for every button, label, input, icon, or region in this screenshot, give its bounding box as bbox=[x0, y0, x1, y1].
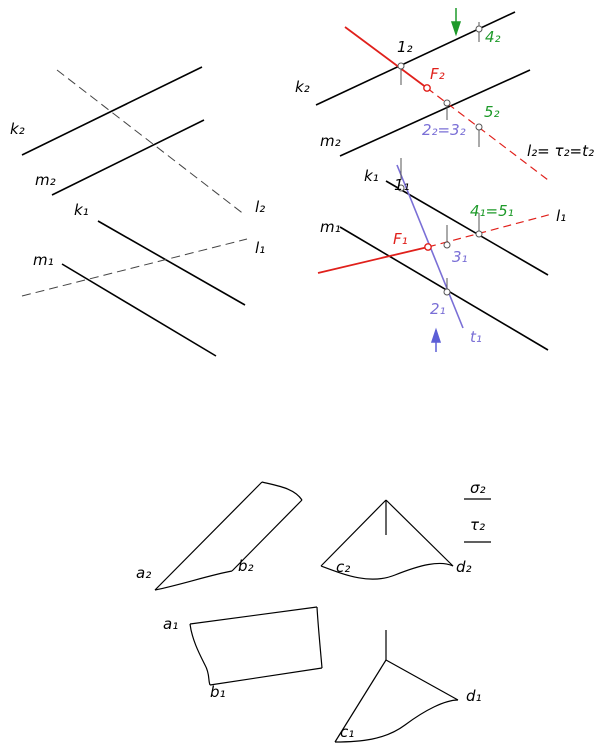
label-41-51: 4₁=5₁ bbox=[470, 202, 514, 220]
curve-right-1 bbox=[317, 607, 322, 668]
label-a1: a₁ bbox=[163, 615, 179, 633]
label-m2-left: m₂ bbox=[35, 171, 56, 189]
line-m2-left bbox=[52, 120, 204, 195]
label-t1: t₁ bbox=[470, 328, 482, 346]
label-2-1: 2₁ bbox=[430, 300, 446, 318]
left-diagram bbox=[22, 67, 247, 356]
label-4-2: 4₂ bbox=[485, 28, 501, 46]
label-m1-right: m₁ bbox=[320, 218, 341, 236]
label-m1-left: m₁ bbox=[33, 251, 54, 269]
label-F2: F₂ bbox=[430, 65, 445, 83]
line-k1-left bbox=[98, 221, 245, 305]
point-5-2 bbox=[476, 124, 482, 130]
curve-bottom-2 bbox=[155, 571, 232, 590]
point-2-2 bbox=[444, 100, 450, 106]
bottom-figures bbox=[155, 482, 491, 742]
label-k2-right: k₂ bbox=[295, 78, 310, 96]
point-F2 bbox=[424, 85, 430, 91]
label-d2: d₂ bbox=[456, 558, 472, 576]
label-l1-left: l₁ bbox=[255, 239, 266, 257]
line-l2-red-solid bbox=[345, 27, 427, 88]
label-b2: b₂ bbox=[238, 557, 254, 575]
label-l2-left: l₂ bbox=[255, 198, 266, 216]
edge-d2-apex bbox=[386, 500, 453, 566]
label-d1: d₁ bbox=[466, 687, 482, 705]
point-41 bbox=[476, 231, 482, 237]
label-k1-left: k₁ bbox=[74, 201, 89, 219]
label-k2-left: k₂ bbox=[10, 120, 25, 138]
label-3-1: 3₁ bbox=[452, 248, 468, 266]
edge-b1 bbox=[210, 668, 322, 685]
label-l2-tau-t2: l₂= τ₂=t₂ bbox=[527, 142, 595, 160]
line-k2-left bbox=[22, 67, 202, 155]
point-1-2 bbox=[398, 63, 404, 69]
point-3-1 bbox=[444, 242, 450, 248]
label-1-1: 1₁ bbox=[394, 176, 410, 194]
line-m1-left bbox=[62, 264, 216, 356]
label-c1: c₁ bbox=[340, 723, 355, 741]
label-l1-right: l₁ bbox=[556, 207, 567, 225]
curve-top-2 bbox=[262, 482, 302, 500]
point-4-2 bbox=[476, 26, 482, 32]
label-1-2: 1₂ bbox=[397, 38, 413, 56]
label-sigma2: σ₂ bbox=[470, 479, 486, 497]
label-a2: a₂ bbox=[136, 564, 152, 582]
label-F1: F₁ bbox=[393, 230, 408, 248]
arrow-up-icon-blue bbox=[432, 330, 440, 352]
label-tau2: τ₂ bbox=[470, 516, 486, 534]
edge-a1 bbox=[190, 607, 317, 624]
edge-c2-apex bbox=[321, 500, 386, 566]
label-2-3-2: 2₂=3₂ bbox=[422, 121, 466, 139]
label-c2: c₂ bbox=[336, 558, 351, 576]
arrow-down-icon-green bbox=[452, 8, 460, 34]
label-m2-right: m₂ bbox=[320, 132, 341, 150]
point-2-1 bbox=[444, 289, 450, 295]
label-b1: b₁ bbox=[210, 683, 226, 701]
edge-d1-apex bbox=[386, 660, 458, 700]
label-5-2: 5₂ bbox=[484, 103, 500, 121]
label-k1-right: k₁ bbox=[364, 167, 379, 185]
point-F1 bbox=[425, 244, 431, 250]
curve-left-1 bbox=[190, 624, 210, 685]
